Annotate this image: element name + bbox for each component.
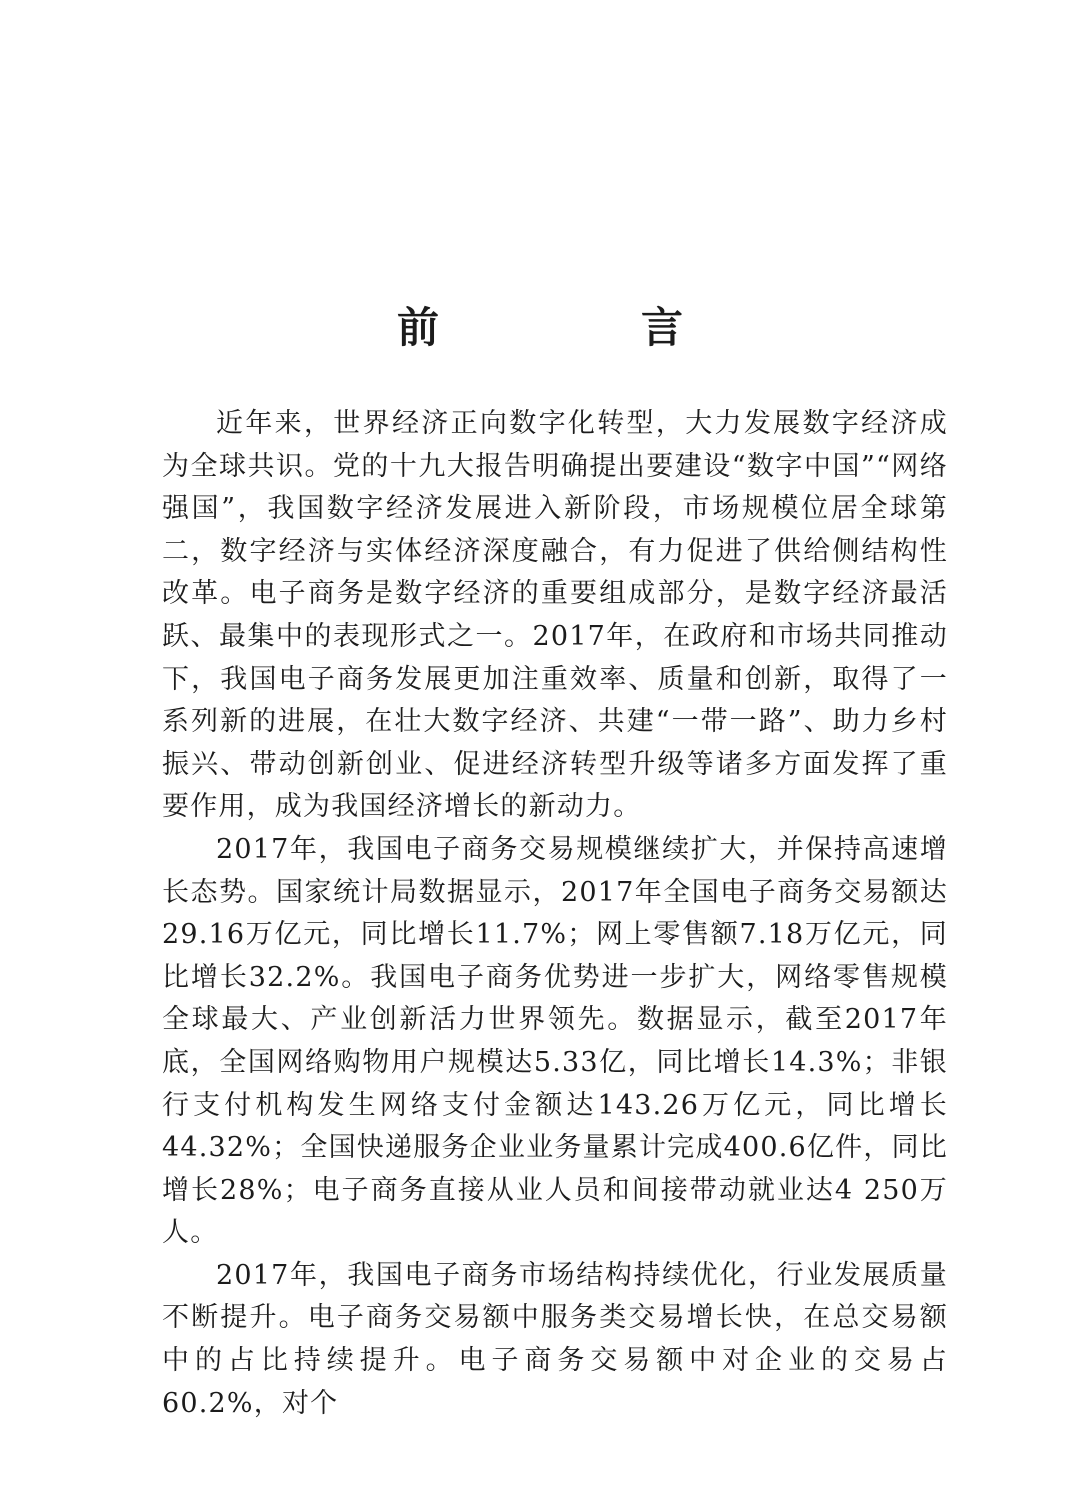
paragraph-3: 2017年，我国电子商务市场结构持续优化，行业发展质量不断提升。电子商务交易额中服务类交易增长快，在总交易额中的占比持续提升。电子商务交易额中对企业的交易占60.2%，对个	[162, 1259, 948, 1419]
paragraph-1: 近年来，世界经济正向数字化转型，大力发展数字经济成为全球共识。党的十九大报告明确提出要建设“数字中国”“网络强国”，我国数字经济发展进入新阶段，市场规模位居全球第二，数字经济与实体经济深度融合，有力促进了供给侧结构性改革。电子商务是数字经济的重要组成部分，是数字经济最活跃、最集中的表现形式之一。2017年，在政府和市场共同推动下，我国电子商务发展更加注重效率、质量和创新，取得了一系列新的进展，在壮大数字经济、共建“一带一路”、助力乡村振兴、带动创新创业、促进经济转型升级等诸多方面发挥了重要作用，成为我国经济增长的新动力。	[162, 408, 948, 823]
preface-body	[162, 403, 948, 1425]
paragraph-2: 2017年，我国电子商务交易规模继续扩大，并保持高速增长态势。国家统计局数据显示，2017年全国电子商务交易额达29.16万亿元，同比增长11.7%；网上零售额7.18万亿元，同比增长32.2%。我国电子商务优势进一步扩大，网络零售规模全球最大、产业创新活力世界领先。数据显示，截至2017年底，全国网络购物用户规模达5.33亿，同比增长14.3%；非银行支付机构发生网络支付金额达143.26万亿元，同比增长44.32%；全国快递服务企业业务量累计完成400.6亿件，同比增长28%；电子商务直接从业人员和间接带动就业达4 250万人。	[162, 833, 948, 1249]
page-title: 前 言	[396, 303, 763, 353]
